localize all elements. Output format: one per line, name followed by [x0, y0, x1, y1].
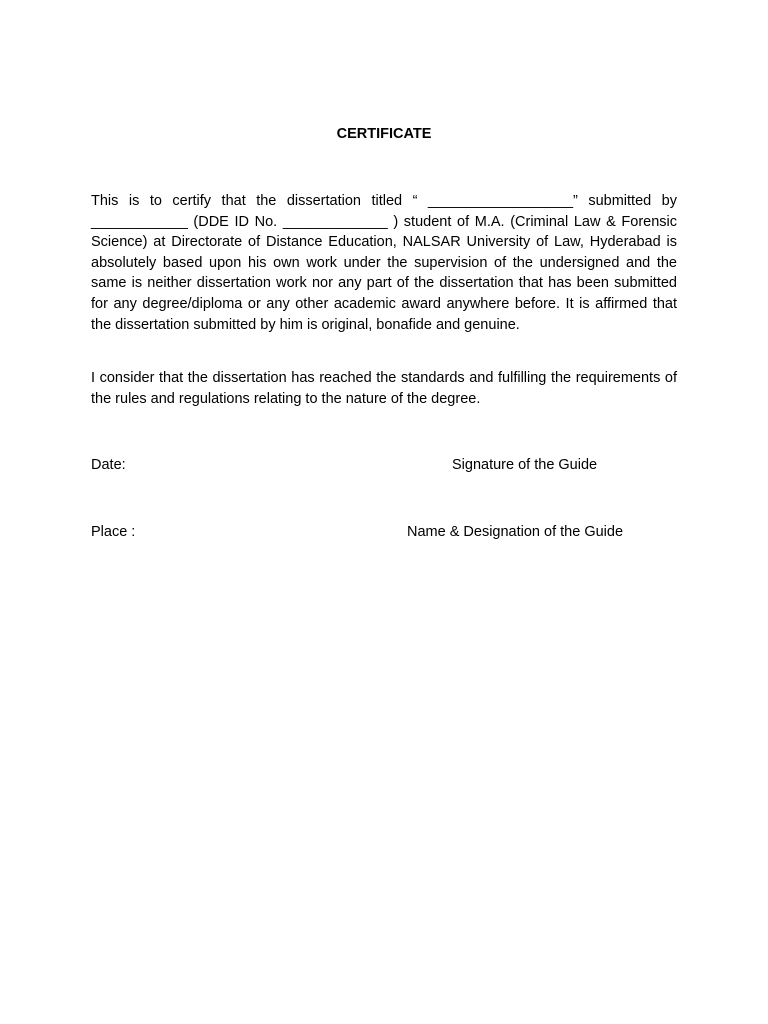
guide-name-designation-label: Name & Designation of the Guide — [407, 524, 624, 540]
place-label: Place : — [91, 524, 136, 540]
document-title: CERTIFICATE — [336, 126, 432, 142]
certification-paragraph: This is to certify that the dissertation titled “ __________________” submitted by ____________ (DDE ID No. _____________ ) student of M.A. (Criminal Law & Forensic Science) at Directorate of Distance Education, NALSAR University of Law, Hyderabad is absolutely based upon his own work under the supervision of the undersigned and the same is neither dissertation work nor any part of the dissertation that has been submitted for any degree/diploma or any other academic award anywhere before. It is affirmed that the dissertation submitted by him is original, bonafide and genuine. — [91, 193, 677, 333]
guide-signature-label: Signature of the Guide — [452, 457, 598, 473]
date-label: Date: — [91, 457, 126, 473]
standards-paragraph: I consider that the dissertation has reached the standards and fulfilling the requirements of the rules and regulations relating to the nature of the degree. — [91, 370, 677, 407]
